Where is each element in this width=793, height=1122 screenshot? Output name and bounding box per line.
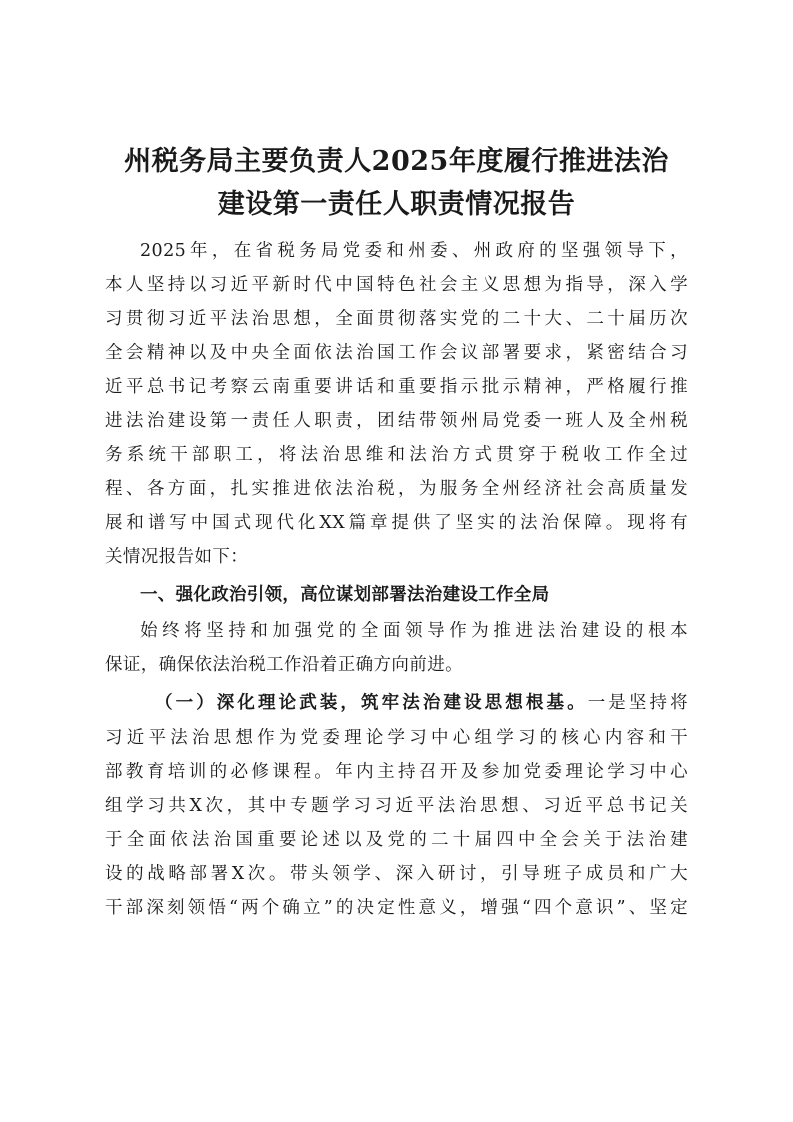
subsection-1-line-6: 设的战略部署X次。带头领学、深入研讨，引导班子成员和广大 [105,864,688,884]
subsection-1-line-1 [155,686,688,720]
intro-line-10: 关情况报告如下： [105,547,249,567]
subsection-1-line-7: 干部深刻领悟“两个确立”的决定性意义，增强“四个意识”、坚定 [105,898,688,918]
subsection-1-first-text: 一是坚持将 [587,693,689,713]
report-title-line-1: 州税务局主要负责人2025年度履行推进法治 [124,146,669,177]
subsection-1-heading: （一）深化理论武装，筑牢法治建设思想根基。 [155,693,588,713]
report-title-line-2: 建设第一责任人职责情况报告 [217,189,576,220]
subsection-1-line-3: 部教育培训的必修课程。年内主持召开及参加党委理论学习中心 [105,762,688,782]
section-1-line-2: 保证，确保依法治税工作沿着正确方向前进。 [105,655,463,675]
section-1-line-1: 始终将坚持和加强党的全面领导作为推进法治建设的根本 [140,621,688,641]
intro-line-9: 展和谱写中国式现代化XX篇章提供了坚实的法治保障。现将有 [105,513,688,533]
intro-line-7: 务系统干部职工，将法治思维和法治方式贯穿于税收工作全过 [105,445,688,465]
intro-line-6: 进法治建设第一责任人职责，团结带领州局党委一班人及全州税 [105,411,688,431]
intro-line-2: 本人坚持以习近平新时代中国特色社会主义思想为指导，深入学 [105,275,688,295]
intro-line-5: 近平总书记考察云南重要讲话和重要指示批示精神，严格履行推 [105,377,688,397]
subsection-1-line-4: 组学习共X次，其中专题学习习近平法治思想、习近平总书记关 [105,796,688,816]
intro-line-4: 全会精神以及中央全面依法治国工作会议部署要求，紧密结合习 [105,343,688,363]
section-1-heading: 一、强化政治引领，高位谋划部署法治建设工作全局 [140,585,550,605]
intro-line-1: 2025年，在省税务局党委和州委、州政府的坚强领导下， [140,241,688,261]
intro-line-8: 程、各方面，扎实推进依法治税，为服务全州经济社会高质量发 [105,479,688,499]
subsection-1-line-2: 习近平法治思想作为党委理论学习中心组学习的核心内容和干 [105,728,688,748]
intro-line-3: 习贯彻习近平法治思想，全面贯彻落实党的二十大、二十届历次 [105,309,688,329]
subsection-1-line-5: 于全面依法治国重要论述以及党的二十届四中全会关于法治建 [105,830,688,850]
